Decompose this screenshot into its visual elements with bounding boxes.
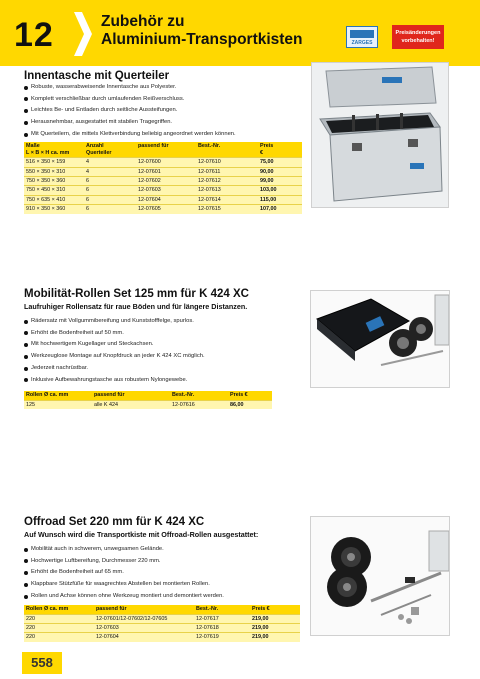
table-cell: 12-07605 — [136, 205, 196, 214]
table-header-row — [24, 391, 272, 400]
table-header-row — [24, 605, 300, 614]
table-cell: 12-07613 — [196, 186, 258, 195]
chevron-right-icon — [74, 12, 92, 56]
table-cell: 220 — [24, 614, 94, 623]
table-cell: 750 × 635 × 410 — [24, 195, 84, 204]
section-title: Offroad Set 220 mm für K 424 XC — [24, 516, 205, 528]
table-cell: 219,00 — [250, 633, 300, 642]
table-cell: 12-07603 — [136, 186, 196, 195]
table-cell: 12-07601 — [136, 167, 196, 176]
table-cell: 219,00 — [250, 614, 300, 623]
column-header: Rollen Ø ca. mm — [24, 605, 94, 614]
price-change-notice: Preisänderungen vorbehalten! — [392, 25, 444, 49]
table-cell: 86,00 — [228, 400, 272, 409]
bullet-item: Erhöht die Bodenfreiheit auf 65 mm. — [24, 567, 224, 579]
column-header: Best.-Nr. — [194, 605, 250, 614]
bullet-list — [24, 316, 205, 386]
bullet-item: Robuste, wasserabweisende Innentasche aus Polyester. — [24, 82, 236, 94]
product-table — [24, 391, 272, 409]
bullet-item: Rollen und Achse können ohne Werkzeug montiert und demontiert werden. — [24, 591, 224, 603]
column-header: Anzahl Querteiler — [84, 142, 136, 158]
bullet-item: Mit hochwertigem Kugellager und Steckachsen. — [24, 339, 205, 351]
page-header — [0, 0, 480, 66]
column-header: Preis € — [258, 142, 302, 158]
chapter-number: 12 — [14, 16, 54, 54]
table-cell: 90,00 — [258, 167, 302, 176]
table-cell: 516 × 350 × 159 — [24, 158, 84, 167]
table-cell: 910 × 350 × 360 — [24, 205, 84, 214]
bullet-list — [24, 544, 224, 603]
table-cell: 550 × 350 × 310 — [24, 167, 84, 176]
table-cell: 6 — [84, 205, 136, 214]
table-cell: 220 — [24, 624, 94, 633]
table-row — [24, 633, 300, 642]
table-row — [24, 186, 302, 195]
bullet-item: Herausnehmbar, ausgestattet mit stabilen Tragegriffen. — [24, 117, 236, 129]
table-cell: 6 — [84, 186, 136, 195]
chapter-title — [101, 13, 303, 49]
table-cell: 12-07614 — [196, 195, 258, 204]
table-row — [24, 195, 302, 204]
bullet-item: Komplett verschließbar durch umlaufenden Reißverschluss. — [24, 94, 236, 106]
table-cell: 750 × 450 × 310 — [24, 186, 84, 195]
table-cell: 75,00 — [258, 158, 302, 167]
section-title: Innentasche mit Querteiler — [24, 70, 170, 82]
table-cell: 4 — [84, 167, 136, 176]
bullet-item: Leichtes Be- und Entladen durch seitliche Aussteifungen. — [24, 105, 236, 117]
column-header: Maße L × B × H ca. mm — [24, 142, 84, 158]
bullet-item: Mobilität auch in schwerem, unwegsamen Gelände. — [24, 544, 224, 556]
offroad-wheel-set-image — [310, 516, 450, 636]
brand-name: ZARGES — [351, 40, 373, 46]
zarges-logo — [346, 26, 378, 48]
table-cell: 107,00 — [258, 205, 302, 214]
section-subtitle: Auf Wunsch wird die Transportkiste mit Offroad-Rollen ausgestattet: — [24, 530, 259, 539]
table-row — [24, 614, 300, 623]
bullet-item: Rädersatz mit Vollgummibereifung und Kunststofffelge, spurlos. — [24, 316, 205, 328]
column-header: passend für — [94, 605, 194, 614]
wheel-set-with-bag-image — [310, 290, 450, 388]
table-cell: 12-07612 — [196, 177, 258, 186]
bullet-item: Mit Querteilern, die mittels Klettverbindung beliebig angeordnet werden können. — [24, 129, 236, 141]
table-cell: 12-07603 — [94, 624, 194, 633]
bullet-item: Inklusive Aufbewahrungstasche aus robustem Nylongewebe. — [24, 375, 205, 387]
table-row — [24, 177, 302, 186]
table-cell: 12-07619 — [194, 633, 250, 642]
table-row — [24, 400, 272, 409]
column-header: Preis € — [250, 605, 300, 614]
product-table — [24, 605, 300, 642]
column-header: Preis € — [228, 391, 272, 400]
table-cell: 12-07604 — [136, 195, 196, 204]
section-subtitle: Laufruhiger Rollensatz für raue Böden und für längere Distanzen. — [24, 302, 248, 311]
bullet-item: Jederzeit nachrüstbar. — [24, 363, 205, 375]
table-cell: 115,00 — [258, 195, 302, 204]
section-title: Mobilität-Rollen Set 125 mm für K 424 XC — [24, 288, 249, 300]
table-cell: 12-07600 — [136, 158, 196, 167]
table-cell: 4 — [84, 158, 136, 167]
chapter-title-line2: Aluminium-Transportkisten — [101, 31, 303, 48]
table-cell: 750 × 350 × 360 — [24, 177, 84, 186]
table-cell: 12-07610 — [196, 158, 258, 167]
column-header: Rollen Ø ca. mm — [24, 391, 92, 400]
table-cell: 12-07617 — [194, 614, 250, 623]
column-header: passend für — [136, 142, 196, 158]
table-cell: 12-07604 — [94, 633, 194, 642]
table-row — [24, 205, 302, 214]
page-number: 558 — [22, 652, 62, 674]
bullet-list — [24, 82, 236, 141]
table-cell: 220 — [24, 633, 94, 642]
table-cell: 125 — [24, 400, 92, 409]
table-cell: alle K 424 — [92, 400, 170, 409]
table-cell: 12-07602 — [136, 177, 196, 186]
table-cell: 12-07615 — [196, 205, 258, 214]
table-cell: 103,00 — [258, 186, 302, 195]
table-cell: 12-07616 — [170, 400, 228, 409]
table-cell: 6 — [84, 177, 136, 186]
column-header: passend für — [92, 391, 170, 400]
table-row — [24, 167, 302, 176]
table-cell: 12-07611 — [196, 167, 258, 176]
column-header: Best.-Nr. — [196, 142, 258, 158]
column-header: Best.-Nr. — [170, 391, 228, 400]
table-cell: 12-07618 — [194, 624, 250, 633]
table-cell: 6 — [84, 195, 136, 204]
chapter-title-line1: Zubehör zu — [101, 13, 185, 30]
table-row — [24, 158, 302, 167]
product-table — [24, 142, 302, 214]
table-header-row — [24, 142, 302, 158]
table-cell: 99,00 — [258, 177, 302, 186]
bullet-item: Erhöht die Bodenfreiheit auf 50 mm. — [24, 328, 205, 340]
bullet-item: Hochwertige Luftbereifung, Durchmesser 220 mm. — [24, 556, 224, 568]
table-row — [24, 624, 300, 633]
bullet-item: Werkzeuglose Montage auf Knopfdruck an jeder K 424 XC möglich. — [24, 351, 205, 363]
table-cell: 219,00 — [250, 624, 300, 633]
case-with-inner-bag-image — [311, 62, 449, 208]
table-cell: 12-07601/12-07602/12-07605 — [94, 614, 194, 623]
bullet-item: Klappbare Stützfüße für waagrechtes Abstellen bei montierten Rollen. — [24, 579, 224, 591]
